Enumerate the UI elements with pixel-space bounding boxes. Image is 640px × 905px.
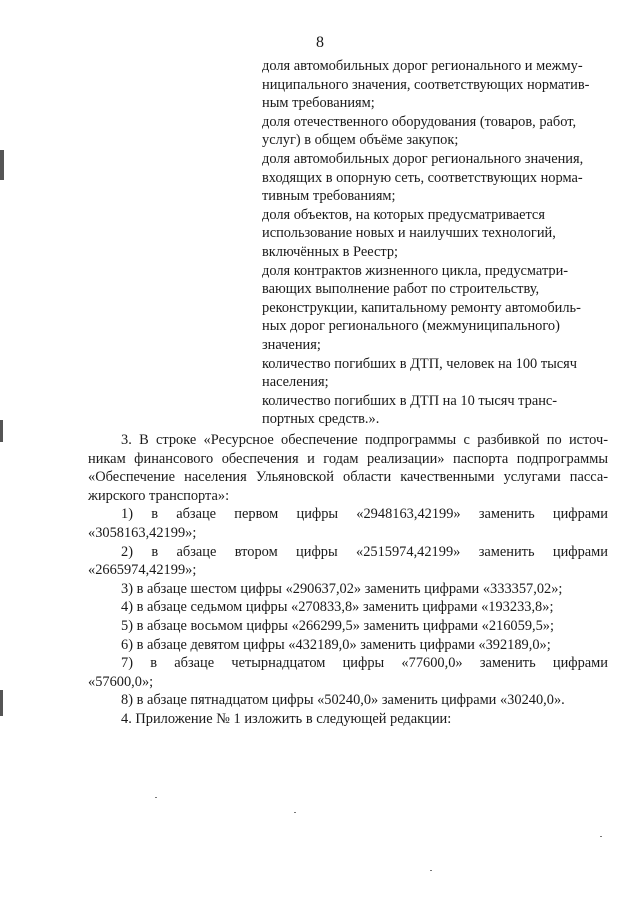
text-line: доля контрактов жизненного цикла, предусматри-	[262, 262, 569, 279]
scan-speck	[155, 797, 157, 798]
text-line: включённых в Реестр;	[262, 243, 399, 260]
text-line: доля автомобильных дорог регионального и межму-	[262, 58, 583, 74]
text-line: использование новых и наилучших технологий,	[262, 225, 556, 242]
scan-margin-mark	[0, 420, 3, 442]
section-3-intro	[88, 431, 608, 505]
text-line: доля объектов, на которых предусматривается	[262, 206, 545, 223]
text-line: ных дорог регионального (межмуниципального)	[262, 318, 560, 335]
scan-speck	[294, 812, 296, 813]
amendment-item-7	[88, 654, 608, 691]
amendment-item-8: 8) в абзаце пятнадцатом цифры «50240,0» заменить цифрами «30240,0».	[121, 692, 565, 709]
indicator-item	[262, 57, 604, 113]
text-line: никам финансового обеспечения и годам реализации» паспорта подпрограммы	[88, 450, 608, 467]
text-line: 1) в абзаце первом цифры «2948163,42199» заменить цифрами	[121, 506, 608, 523]
amendment-item-6: 6) в абзаце девятом цифры «432189,0» заменить цифрами «392189,0»;	[121, 636, 551, 653]
text-line: «Обеспечение населения Ульяновской области качественными услугами пасса-	[88, 469, 608, 486]
indicator-item	[262, 355, 604, 392]
text-line: жирского транспорта»:	[88, 487, 230, 504]
text-line: входящих в опорную сеть, соответствующих норма-	[262, 169, 583, 186]
scan-speck	[430, 870, 432, 871]
indicator-item	[262, 392, 604, 429]
amendment-item-1	[88, 505, 608, 542]
text-line: «3058163,42199»;	[88, 524, 197, 541]
text-line: доля отечественного оборудования (товаров, работ,	[262, 113, 577, 130]
text-line: количество погибших в ДТП, человек на 100 тысяч	[262, 355, 578, 372]
indicator-item	[262, 206, 604, 262]
amendment-item-3: 3) в абзаце шестом цифры «290637,02» заменить цифрами «333357,02»;	[121, 580, 563, 597]
text-line: 2) в абзаце втором цифры «2515974,42199» заменить цифрами	[121, 543, 608, 560]
text-line: портных средств.».	[262, 411, 380, 428]
text-line: тивным требованиям;	[262, 188, 396, 205]
indicator-item	[262, 262, 604, 355]
section-4-heading: 4. Приложение № 1 изложить в следующей редакции:	[121, 710, 452, 727]
text-line: «57600,0»;	[88, 673, 154, 690]
text-line: доля автомобильных дорог регионального значения,	[262, 150, 584, 167]
indicator-item	[262, 113, 604, 150]
amendment-item-2	[88, 543, 608, 580]
text-line: значения;	[262, 336, 321, 353]
text-line: населения;	[262, 374, 329, 391]
text-line: 3. В строке «Ресурсное обеспечение подпрограммы с разбивкой по источ-	[121, 432, 608, 448]
amendments-body	[88, 431, 608, 729]
scan-speck	[600, 836, 602, 837]
text-line: «2665974,42199»;	[88, 562, 197, 579]
text-line: реконструкции, капитальному ремонту автомобиль-	[262, 299, 581, 316]
text-line: услуг) в общем объёме закупок;	[262, 132, 459, 149]
page-number: 8	[316, 34, 324, 51]
amendment-item-4: 4) в абзаце седьмом цифры «270833,8» заменить цифрами «193233,8»;	[121, 599, 554, 616]
scan-margin-mark	[0, 150, 4, 180]
text-line: вающих выполнение работ по строительству,	[262, 281, 540, 298]
scan-margin-mark	[0, 690, 3, 716]
indicator-list	[262, 57, 604, 429]
amendment-item-5: 5) в абзаце восьмом цифры «266299,5» заменить цифрами «216059,5»;	[121, 617, 555, 634]
text-line: ным требованиям;	[262, 95, 375, 112]
indicator-item	[262, 150, 604, 206]
text-line: количество погибших в ДТП на 10 тысяч транс-	[262, 392, 558, 409]
text-line: 7) в абзаце четырнадцатом цифры «77600,0» заменить цифрами	[121, 655, 608, 672]
text-line: ниципального значения, соответствующих норматив-	[262, 76, 590, 93]
